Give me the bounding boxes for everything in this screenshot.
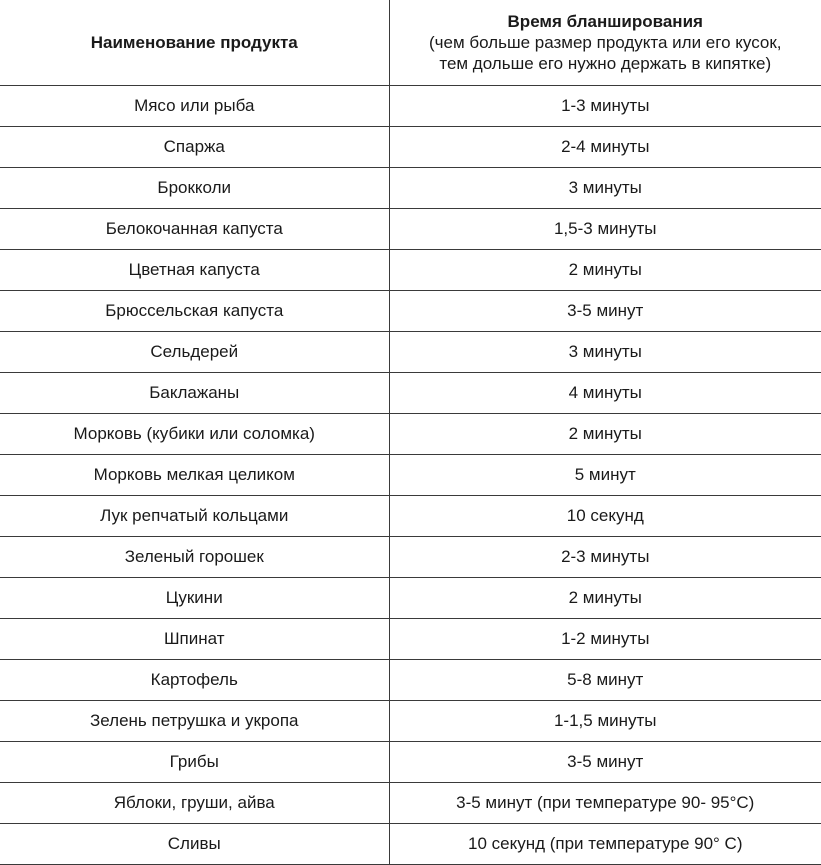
time-cell: 2 минуты bbox=[389, 578, 821, 619]
time-cell: 3-5 минут (при температуре 90- 95°С) bbox=[389, 783, 821, 824]
time-column-note-line2: тем дольше его нужно держать в кипятке) bbox=[439, 54, 772, 73]
time-cell: 3-5 минут bbox=[389, 291, 821, 332]
time-cell: 2 минуты bbox=[389, 414, 821, 455]
product-cell: Картофель bbox=[0, 660, 389, 701]
product-cell: Цветная капуста bbox=[0, 250, 389, 291]
product-cell: Лук репчатый кольцами bbox=[0, 496, 389, 537]
time-cell: 1-2 минуты bbox=[389, 619, 821, 660]
product-cell: Баклажаны bbox=[0, 373, 389, 414]
product-cell: Брюссельская капуста bbox=[0, 291, 389, 332]
time-cell: 3-5 минут bbox=[389, 742, 821, 783]
product-cell: Спаржа bbox=[0, 127, 389, 168]
time-cell: 10 секунд (при температуре 90° С) bbox=[389, 824, 821, 865]
time-cell: 2-4 минуты bbox=[389, 127, 821, 168]
table-row bbox=[0, 537, 821, 578]
time-cell: 3 минуты bbox=[389, 168, 821, 209]
table-row bbox=[0, 86, 821, 127]
product-column-header bbox=[0, 0, 389, 86]
time-cell: 5 минут bbox=[389, 455, 821, 496]
table-row bbox=[0, 373, 821, 414]
product-cell: Сливы bbox=[0, 824, 389, 865]
time-cell: 5-8 минут bbox=[389, 660, 821, 701]
table-body bbox=[0, 86, 821, 865]
table-header bbox=[0, 0, 821, 86]
table-row bbox=[0, 455, 821, 496]
table-row bbox=[0, 619, 821, 660]
product-cell: Грибы bbox=[0, 742, 389, 783]
table-row bbox=[0, 414, 821, 455]
product-cell: Зелень петрушка и укропа bbox=[0, 701, 389, 742]
time-cell: 1-3 минуты bbox=[389, 86, 821, 127]
product-cell: Белокочанная капуста bbox=[0, 209, 389, 250]
time-column-note-line1: (чем больше размер продукта или его кусок, bbox=[428, 33, 782, 52]
time-cell: 1,5-3 минуты bbox=[389, 209, 821, 250]
product-column-title: Наименование продукта bbox=[90, 32, 298, 52]
product-cell: Зеленый горошек bbox=[0, 537, 389, 578]
table-row bbox=[0, 209, 821, 250]
time-cell: 3 минуты bbox=[389, 332, 821, 373]
table-row bbox=[0, 824, 821, 865]
table-row bbox=[0, 291, 821, 332]
table-row bbox=[0, 783, 821, 824]
product-cell: Мясо или рыба bbox=[0, 86, 389, 127]
product-cell: Морковь (кубики или соломка) bbox=[0, 414, 389, 455]
product-cell: Шпинат bbox=[0, 619, 389, 660]
product-cell: Цукини bbox=[0, 578, 389, 619]
product-cell: Яблоки, груши, айва bbox=[0, 783, 389, 824]
time-column-header bbox=[389, 0, 821, 86]
product-cell: Сельдерей bbox=[0, 332, 389, 373]
product-cell: Брокколи bbox=[0, 168, 389, 209]
table-row bbox=[0, 701, 821, 742]
table-row bbox=[0, 250, 821, 291]
header-row bbox=[0, 0, 821, 86]
time-column-title: Время бланширования bbox=[507, 12, 703, 31]
table-row bbox=[0, 742, 821, 783]
product-cell: Морковь мелкая целиком bbox=[0, 455, 389, 496]
table-row bbox=[0, 168, 821, 209]
time-cell: 2 минуты bbox=[389, 250, 821, 291]
table-row bbox=[0, 332, 821, 373]
time-cell: 1-1,5 минуты bbox=[389, 701, 821, 742]
table-row bbox=[0, 660, 821, 701]
table-row bbox=[0, 127, 821, 168]
time-cell: 4 минуты bbox=[389, 373, 821, 414]
table-row bbox=[0, 578, 821, 619]
table-row bbox=[0, 496, 821, 537]
time-cell: 10 секунд bbox=[389, 496, 821, 537]
time-cell: 2-3 минуты bbox=[389, 537, 821, 578]
